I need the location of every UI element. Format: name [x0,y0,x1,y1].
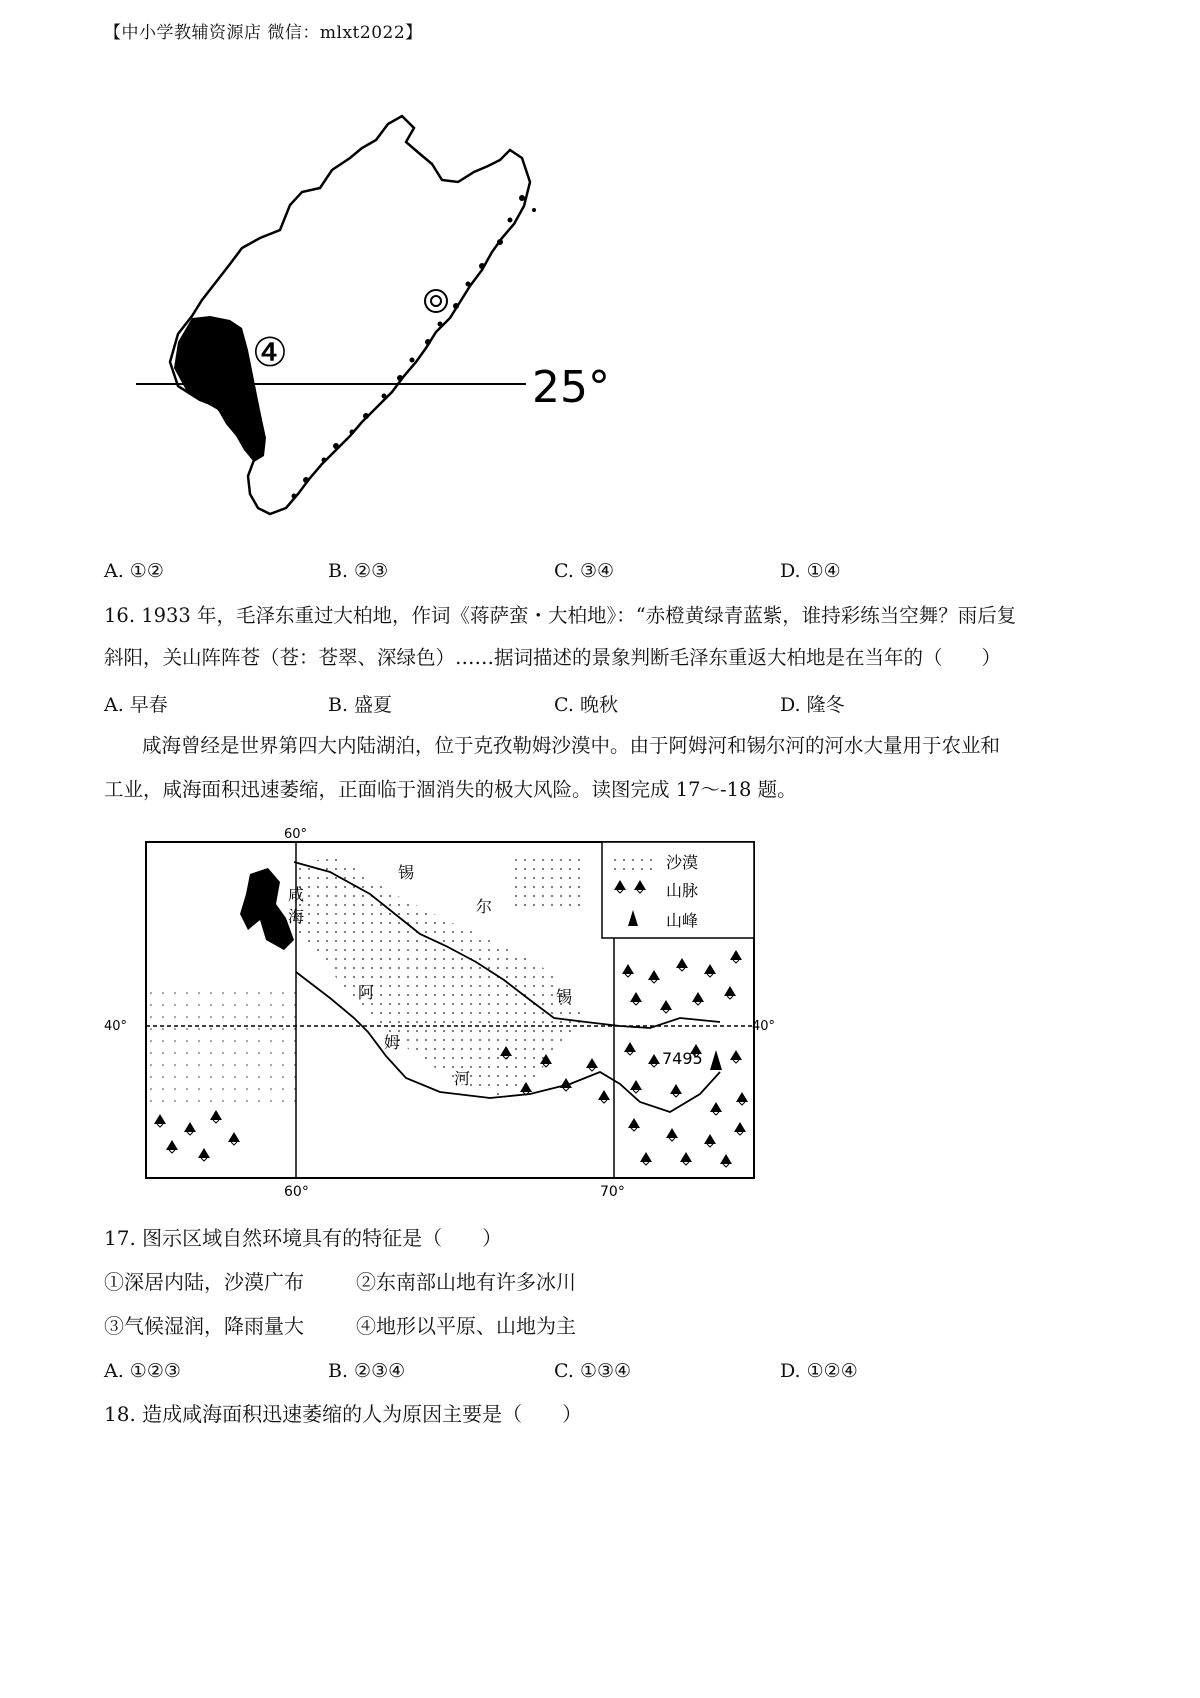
q17-option-d[interactable]: D. ①②④ [780,1360,858,1382]
q15-option-a[interactable]: A. ①② [104,560,164,582]
syr-label-char1: 锡 [398,863,415,882]
map-legend [602,842,754,938]
passage-line1: 咸海曾经是世界第四大内陆湖泊，位于克孜勒姆沙漠中。由于阿姆河和锡尔河的河水大量用于农业和 [142,734,1001,757]
q17-option-b[interactable]: B. ②③④ [328,1360,406,1382]
q17-option-c[interactable]: C. ①③④ [554,1360,632,1382]
page-header: 【中小学教辅资源店 微信：mlxt2022】 [104,23,423,43]
lake-label-char2: 海 [288,907,305,926]
q16-option-a[interactable]: A. 早春 [104,694,168,716]
desert-northeast [512,852,582,912]
latitude-label: 25° [532,362,610,413]
amu-label-char2: 姆 [384,1033,401,1052]
q17-option-a[interactable]: A. ①②③ [104,1360,181,1382]
legend-mountain-label: 山脉 [666,881,699,900]
q18-stem: 18. 造成咸海面积迅速萎缩的人为原因主要是（ ） [104,1402,583,1426]
q17-item-4: ④地形以平原、山地为主 [356,1314,576,1338]
lat-right-label: 40° [752,1019,776,1034]
q16-option-b[interactable]: B. 盛夏 [328,694,393,716]
amu-label-char1: 阿 [358,983,375,1002]
syr-label-char3: 锡 [556,987,573,1006]
lon-bottom-right-label: 70° [600,1184,625,1200]
q17-item-3: ③气候湿润，降雨量大 [104,1314,304,1338]
lon-top-label: 60° [284,827,308,842]
q17-item-2: ②东南部山地有许多冰川 [356,1270,576,1294]
aral-sea-map [100,822,780,1202]
q15-option-b[interactable]: B. ②③ [328,560,389,582]
legend-desert-label: 沙漠 [666,853,699,872]
lat-left-label: 40° [104,1019,128,1034]
q17-stem: 17. 图示区域自然环境具有的特征是（ ） [104,1226,503,1250]
syr-label-char2: 尔 [476,897,493,916]
peak-elevation-label: 7495 [662,1049,703,1068]
q16-stem-line2: 斜阳，关山阵阵苍（苍：苍翠、深绿色）……据词描述的景象判断毛泽东重返大柏地是在当年的（ ） [104,646,1002,669]
lake-label-char1: 咸 [288,885,305,904]
q15-option-d[interactable]: D. ①④ [780,560,841,582]
q16-stem-line1: 16. 1933 年，毛泽东重过大柏地，作词《蒋萨蛮・大柏地》：“赤橙黄绿青蓝紫，谁持彩练当空舞？雨后复 [104,604,1017,627]
legend-peak-label: 山峰 [666,911,699,930]
passage-line2: 工业，咸海面积迅速萎缩，正面临于涸消失的极大风险。读图完成 17～-18 题。 [104,778,797,801]
amu-label-char3: 河 [454,1069,471,1088]
q15-option-c[interactable]: C. ③④ [554,560,615,582]
lon-bottom-left-label: 60° [284,1184,309,1200]
province-outline [170,116,530,514]
q16-option-d[interactable]: D. 隆冬 [780,694,845,716]
desert-west [148,982,298,1102]
q17-item-1: ①深居内陆，沙漠广布 [104,1270,304,1294]
fujian-map [130,110,630,530]
marker-4-label: ④ [252,330,288,376]
q16-option-c[interactable]: C. 晚秋 [554,694,618,716]
